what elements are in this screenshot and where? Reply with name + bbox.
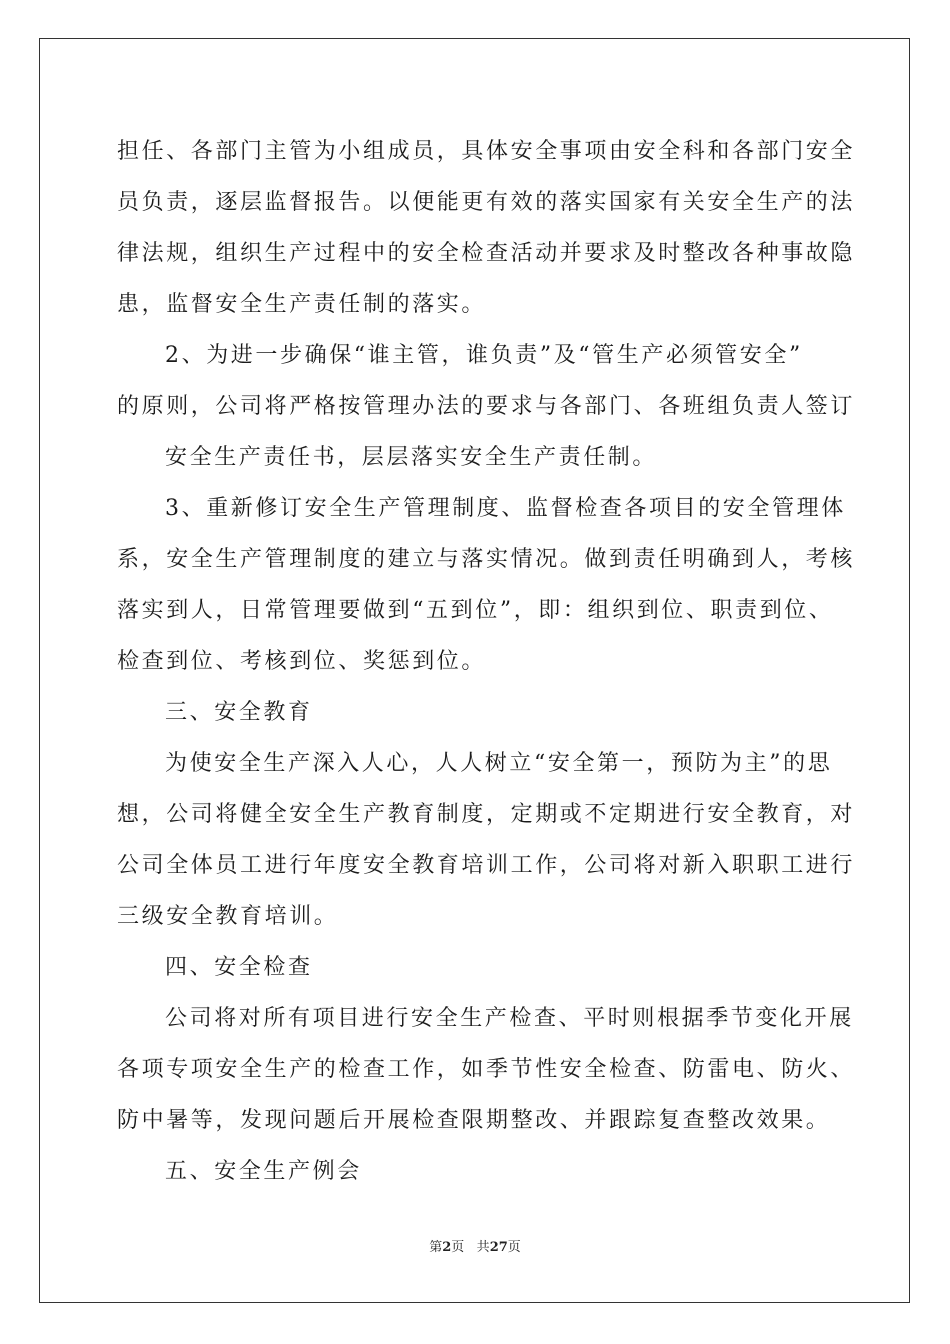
text-line: 担任、各部门主管为小组成员，具体安全事项由安全科和各部门安全 — [117, 139, 856, 164]
text-line: 公司全体员工进行年度安全教育培训工作，公司将对新入职职工进行 — [117, 853, 856, 878]
total-prefix: 共 — [476, 1240, 490, 1255]
text-line: 检查到位、考核到位、奖惩到位。 — [117, 649, 487, 674]
text-line: 各项专项安全生产的检查工作，如季节性安全检查、防雷电、防火、 — [117, 1057, 856, 1082]
section-heading: 三、安全教育 — [165, 700, 313, 725]
section-heading: 四、安全检查 — [165, 955, 313, 980]
text-line: 安全生产责任书，层层落实安全生产责任制。 — [165, 445, 658, 470]
page-number: 2 — [442, 1240, 452, 1255]
total-pages: 27 — [489, 1240, 508, 1255]
section-heading: 五、安全生产例会 — [165, 1159, 362, 1184]
text-line: 想，公司将健全安全生产教育制度，定期或不定期进行安全教育，对 — [117, 802, 856, 827]
text-line: 落实到人，日常管理要做到“五到位”，即：组织到位、职责到位、 — [117, 598, 834, 623]
text-line: 3、重新修订安全生产管理制度、监督检查各项目的安全管理体 — [165, 496, 846, 521]
text-line: 律法规，组织生产过程中的安全检查活动并要求及时整改各种事故隐 — [117, 241, 856, 266]
page-prefix: 第 — [429, 1240, 443, 1255]
text-line: 员负责，逐层监督报告。以便能更有效的落实国家有关安全生产的法 — [117, 190, 856, 215]
text-line: 系，安全生产管理制度的建立与落实情况。做到责任明确到人，考核 — [117, 547, 856, 572]
text-line: 为使安全生产深入人心，人人树立“安全第一，预防为主”的思 — [165, 751, 833, 776]
text-line: 三级安全教育培训。 — [117, 904, 339, 929]
text-line: 2、为进一步确保“谁主管，谁负责”及“管生产必须管安全” — [165, 343, 803, 368]
page-footer — [0, 1240, 950, 1256]
document-body — [117, 126, 856, 1197]
text-line: 公司将对所有项目进行安全生产检查、平时则根据季节变化开展 — [165, 1006, 854, 1031]
text-line: 防中暑等，发现问题后开展检查限期整改、并跟踪复查整改效果。 — [117, 1108, 831, 1133]
total-suffix: 页 — [507, 1240, 521, 1255]
text-line: 患，监督安全生产责任制的落实。 — [117, 292, 487, 317]
page-suffix: 页 — [451, 1240, 465, 1255]
text-line: 的原则，公司将严格按管理办法的要求与各部门、各班组负责人签订 — [117, 394, 856, 419]
